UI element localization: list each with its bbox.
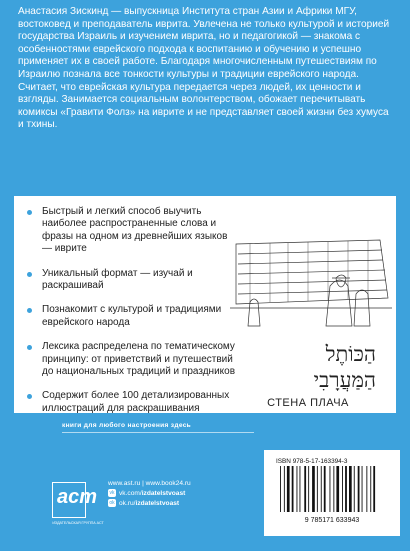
vk-link-row[interactable]: vk vk.com/ izdatelstvoast: [109, 489, 186, 497]
bullet-dot-icon: [27, 272, 32, 277]
feature-item: Содержит более 100 детализированных иллюстраций для раскрашивания: [24, 390, 236, 415]
bullet-dot-icon: [27, 345, 32, 350]
feature-item: Уникальный формат — изучай и раскрашивай: [24, 268, 236, 293]
ok-link-row[interactable]: ok ok.ru/ izdatelstvoast: [109, 499, 180, 507]
site-link[interactable]: www.ast.ru: [108, 479, 141, 487]
feature-item: Познакомит с культурой и традициями еврейского народа: [24, 304, 236, 329]
ast-logo-subtitle: ИЗДАТЕЛЬСКАЯ ГРУППА АСТ: [52, 521, 104, 525]
feature-item: Лексика распределена по тематическому принципу: от приветствий и путешествий до национальных традиций и праздников: [24, 341, 236, 378]
feature-list: [24, 206, 236, 427]
publisher-links: [108, 478, 191, 508]
website-links: www.ast.ru | www.book24.ru: [108, 479, 191, 487]
site2-link[interactable]: www.book24.ru: [145, 479, 191, 487]
ast-logo: [52, 482, 98, 518]
ok-icon: ok: [109, 500, 115, 506]
tagline-divider: [62, 432, 254, 433]
bullet-dot-icon: [27, 394, 32, 399]
publisher-tagline: книги для любого настроения здесь: [62, 422, 192, 429]
isbn-label: ISBN 978-5-17-163394-3: [276, 458, 348, 465]
ast-logo-text: аст: [57, 486, 98, 508]
barcode-panel: [264, 450, 400, 536]
feature-item: Быстрый и легкий способ выучить наиболее распространенные слова и фразы на одном из древнейших языков — иврите: [24, 206, 236, 256]
hebrew-title-line2: הַמַּעֲרָבִי: [313, 368, 376, 392]
barcode-digits: 9 785171 633943: [304, 517, 360, 524]
western-wall-illustration: [230, 238, 392, 334]
bullet-dot-icon: [27, 210, 32, 215]
barcode: [276, 466, 388, 524]
bullet-dot-icon: [27, 308, 32, 313]
hebrew-title-line1: הַכּוֹתֶל: [325, 342, 376, 366]
illustration-caption: СТЕНА ПЛАЧА: [267, 397, 349, 409]
author-bio: Анастасия Зискинд — выпускница Института стран Азии и Африки МГУ, востоковед и преподаватель иврита. Увлечена не только культурой и историей государства Израиль и изучением иврита, но и педагогикой — знакома с особенностями еврейского подхода к воспитанию и обучению и успешно применяет их в своей работе. Благодаря многочисленным путешествиям по Израилю познала все тонкости культуры и традиции еврейского народа. Считает, что еврейская культура передается через людей, их ценности и взгляды. Занимается социальным волонтерством, обожает перечитывать комиксы «Гравити Фолз» на иврите и не представляет своей жизни без хумуса и тхины.: [18, 6, 390, 131]
features-card: [14, 196, 396, 413]
vk-icon: vk: [109, 490, 115, 496]
